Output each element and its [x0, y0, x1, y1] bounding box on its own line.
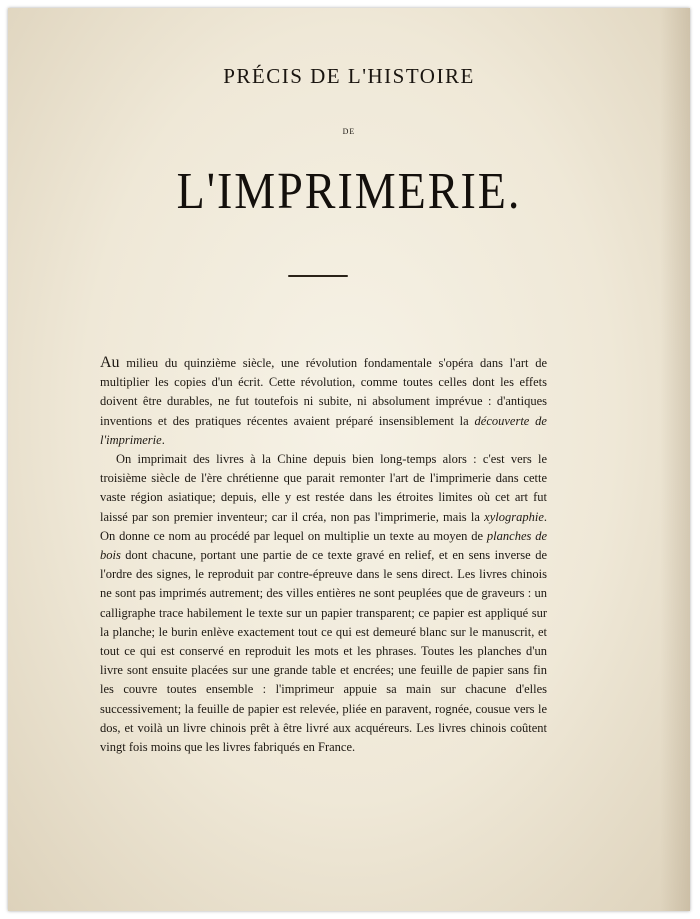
paragraph-initial: Au — [100, 354, 120, 371]
ornamental-rule — [288, 275, 348, 277]
paragraph-1-text: milieu du quinzième siècle, une révolution fondamentale s'opéra dans l'art de multiplier les copies d'un écrit. Cette révolution, comme toutes celles dont les effets doivent être durables, ne fut toutefois ni subite, ni absolument imprévue : d'antiques inventions et des pratiques récentes avaient préparé insensiblement la — [100, 356, 547, 428]
page-sheet — [8, 8, 690, 911]
paragraph-2-emphasis-1: xylographie — [484, 509, 544, 524]
paragraph-2 — [100, 450, 547, 757]
paragraph-1-emphasis: découverte de l'imprimerie — [100, 413, 547, 447]
paragraph-2-part-1: On imprimait des livres à la Chine depuis bien long-temps alors : c'est vers le troisième siècle de l'ère chrétienne que parait remonter l'art de l'imprimerie dans cette vaste région asiatique; depuis, elle y est restée dans les étroites limites où cet art fut laissé par son premier inventeur; car il créa, non pas l'imprimerie, mais la — [100, 452, 547, 524]
title-line-2: L'IMPRIMERIE. — [176, 161, 522, 220]
body-text — [100, 353, 547, 757]
paragraph-1 — [100, 353, 547, 450]
paragraph-2-part-3: dont chacune, portant une partie de ce texte gravé en relief, et en sens inverse de l'ordre des signes, le reproduit par contre-épreuve dans le sens direct. Les livres chinois ne sont pas imprimés autrement; des villes entières ne sont peuplées que de graveurs : un calligraphe trace habilement le texte sur un papier transparent; ce papier est appliqué sur la planche; le burin enlève exactement tout ce qui est demeuré blanc sur le manuscrit, et tout ce qui est conservé en reproduit les mots et les phrases. Toutes les planches d'un livre sont ensuite placées sur une grande table et encrées; une feuille de papier sans fin les couvre toutes ensemble : l'imprimeur appuie sa main sur chacune d'elles successivement; la feuille de papier est relevée, pliée en paravent, rognée, cousue vers le dos, et voilà un livre chinois prêt à être livré aux acquéreurs. Les livres chinois coûtent vingt fois moins que les livres fabriqués en France. — [100, 548, 547, 755]
paragraph-2-emphasis-2: planches de bois — [100, 528, 548, 563]
paragraph-2-part-2: . On donne ce nom au procédé par lequel on multiplie un texte au moyen de — [100, 509, 547, 543]
title-line-1: PRÉCIS DE L'HISTOIRE — [223, 64, 475, 88]
paragraph-1-end: . — [161, 432, 165, 447]
title-connector: DE — [342, 127, 356, 136]
